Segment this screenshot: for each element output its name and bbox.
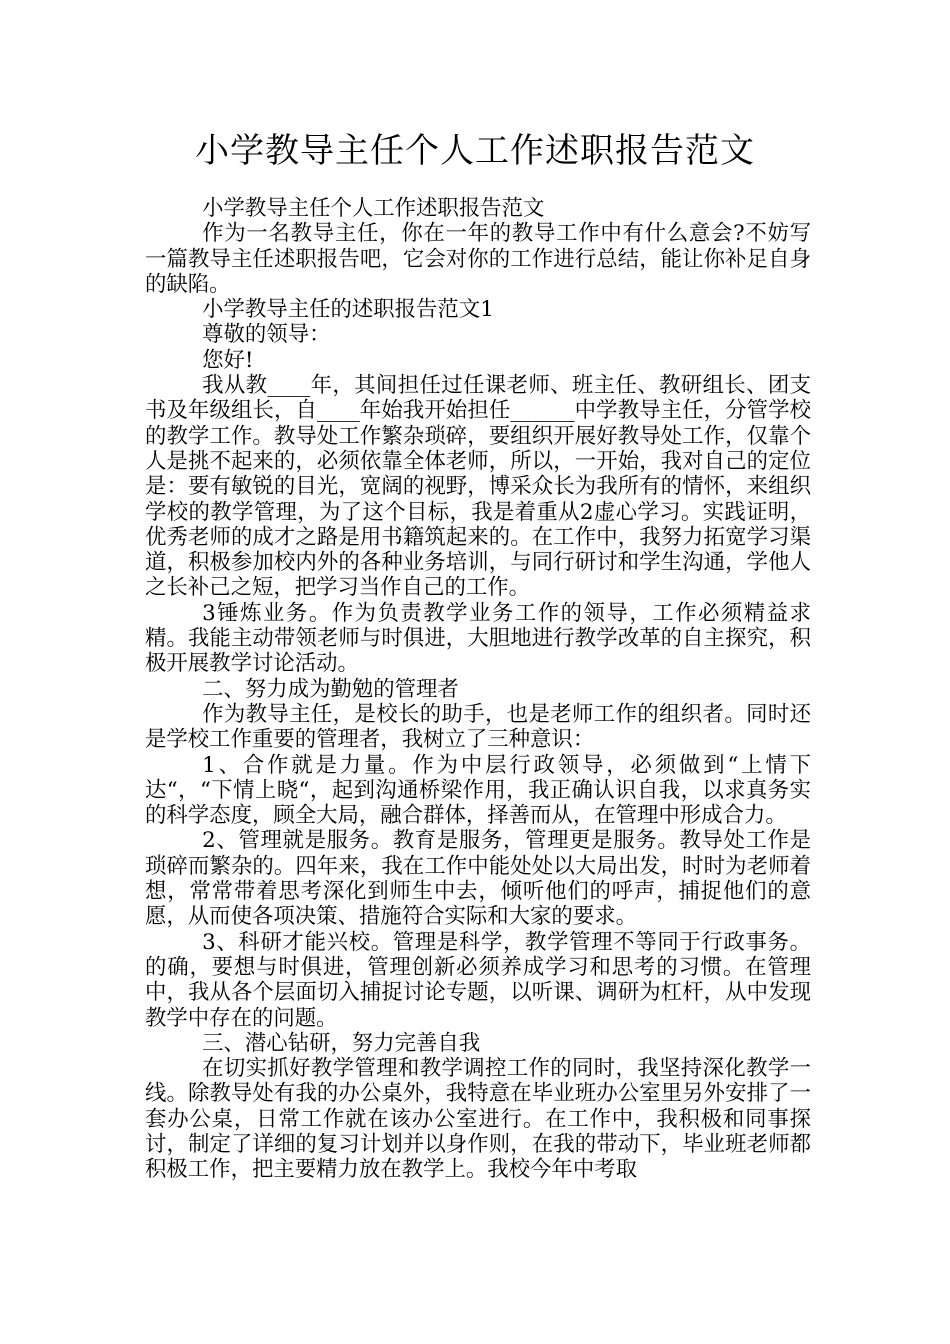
paragraph-intro: 作为一名教导主任，你在一年的教导工作中有什么意会?不妨写一篇教导主任述职报告吧，它会对你的工作进行总结，能让你补足自身的缺陷。 bbox=[145, 221, 811, 297]
paragraph-heading: 三、潜心钻研，努力完善自我 bbox=[202, 1030, 481, 1056]
paragraph-greeting: 您好! bbox=[202, 347, 254, 373]
document-title: 小学教导主任个人工作述职报告范文 bbox=[195, 131, 755, 171]
paragraph-body: 1、合作就是力量。作为中层行政领导，必须做到“上情下达“，“下情上晓“，起到沟通桥梁作用，我正确认识自我，以求真务实的科学态度，顾全大局，融合群体，择善而从，在管理中形成合力。 bbox=[145, 752, 811, 829]
paragraph-body: 我从教____年，其间担任过任课老师、班主任、教研组长、团支书及年级组长，自____年始我开始担任______中学教导主任，分管学校的教学工作。教导处工作繁杂琐碎，要组织开展好教导处工作，仅靠个人是挑不起来的，必须依靠全体老师，所以，一开始，我对自己的定位是：要有敏锐的目光，宽阔的视野，博采众长为我所有的情怀，来组织学校的教学管理，为了这个目标，我是着重从2虚心学习。实践证明，优秀老师的成才之路是用书籍筑起来的。在工作中，我努力拓宽学习渠道，积极参加校内外的各种业务培训，与同行研讨和学生沟通，学他人之长补己之短，把学习当作自己的工作。 bbox=[145, 373, 811, 601]
document-body bbox=[145, 196, 811, 1183]
paragraph-body: 作为教导主任，是校长的助手，也是老师工作的组织者。同时还是学校工作重要的管理者，我树立了三种意识： bbox=[145, 701, 811, 753]
paragraph-section-title: 小学教导主任的述职报告范文1 bbox=[202, 297, 494, 323]
paragraph-body: 2、管理就是服务。教育是服务，管理更是服务。教导处工作是琐碎而繁杂的。四年来，我在工作中能处处以大局出发，时时为老师着想，常常带着思考深化到师生中去，倾听他们的呼声，捕捉他们的意愿，从而使各项决策、措施符合实际和大家的要求。 bbox=[145, 828, 811, 930]
paragraph-body: 3、科研才能兴校。管理是科学，教学管理不等同于行政事务。的确，要想与时俱进，管理创新必须养成学习和思考的习惯。在管理中，我从各个层面切入捕捉讨论专题，以听课、调研为杠杆，从中发现教学中存在的问题。 bbox=[145, 929, 811, 1031]
paragraph-body: 3锤炼业务。作为负责教学业务工作的领导，工作必须精益求精。我能主动带领老师与时俱进，大胆地进行教学改革的自主探究，积极开展教学讨论活动。 bbox=[145, 600, 811, 677]
paragraph-body: 在切实抓好教学管理和教学调控工作的同时，我坚持深化教学一线。除教导处有我的办公桌外，我特意在毕业班办公室里另外安排了一套办公桌，日常工作就在该办公室进行。在工作中，我积极和同事探讨，制定了详细的复习计划并以身作则，在我的带动下，毕业班老师都积极工作，把主要精力放在教学上。我校今年中考取 bbox=[145, 1056, 811, 1183]
paragraph-heading: 二、努力成为勤勉的管理者 bbox=[202, 676, 459, 702]
paragraph-subtitle: 小学教导主任个人工作述职报告范文 bbox=[202, 196, 545, 221]
paragraph-salutation: 尊敬的领导： bbox=[202, 322, 331, 348]
